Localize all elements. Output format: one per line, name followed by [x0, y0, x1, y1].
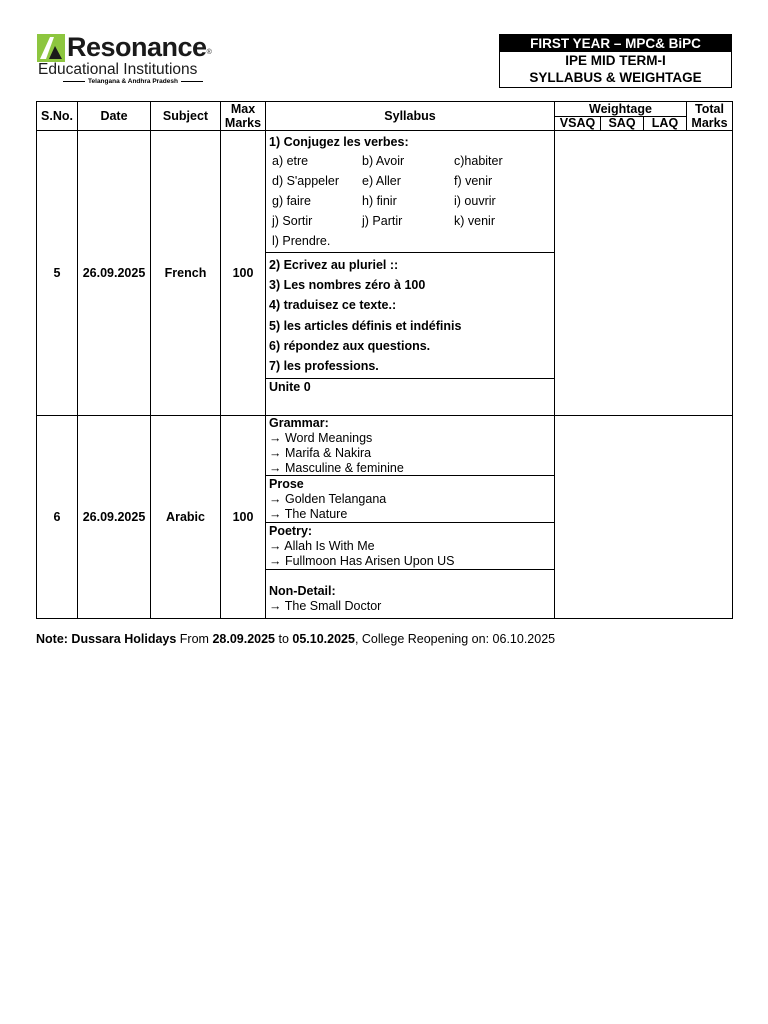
logo-tagline: Telangana & Andhra Pradesh [37, 78, 229, 86]
cell-syllabus [266, 131, 555, 416]
cell-sno: 5 [37, 131, 78, 416]
header-max-marks: Max Marks [221, 102, 266, 131]
cell-weightage [555, 131, 733, 416]
title-box [499, 34, 732, 88]
header-laq: LAQ [644, 117, 687, 131]
logo [37, 34, 237, 86]
list-item: → Fullmoon Has Arisen Upon US [269, 554, 455, 568]
syllabus-segment [266, 476, 554, 523]
nondetail-list [269, 599, 551, 614]
syllabus-segment [266, 523, 554, 570]
title-syllabus: SYLLABUS & WEIGHTAGE [529, 70, 702, 85]
syllabus-table [36, 101, 733, 619]
cell-weightage [555, 416, 733, 619]
syllabus-topic: 2) Ecrivez au pluriel :: [269, 258, 399, 272]
header-subject: Subject [151, 102, 221, 131]
verb-item: f) venir [454, 174, 493, 188]
table-row [37, 131, 733, 416]
cell-date: 26.09.2025 [78, 416, 151, 619]
verb-item: a) etre [272, 154, 309, 168]
list-item: → The Nature [269, 507, 348, 521]
syllabus-segment [266, 131, 554, 253]
verb-item: e) Aller [362, 174, 401, 188]
header-syllabus: Syllabus [266, 102, 555, 131]
verb-item: c)habiter [454, 154, 503, 168]
verb-item: g) faire [272, 194, 311, 208]
segment-title: Non-Detail: [269, 584, 336, 598]
syllabus-segment [266, 253, 554, 379]
prose-list [269, 492, 551, 522]
title-exam: IPE MID TERM-I [565, 53, 666, 68]
verb-item: j) Partir [362, 214, 403, 228]
resonance-logo-icon [37, 34, 65, 62]
segment-title: Poetry: [269, 524, 313, 538]
verb-item: k) venir [454, 214, 495, 228]
cell-subject: Arabic [151, 416, 221, 619]
header-weightage: Weightage [555, 102, 687, 117]
segment-title: Prose [269, 477, 304, 491]
syllabus-segment [266, 379, 554, 410]
header-sno: S.No. [37, 102, 78, 131]
footer-note: Note: Dussara Holidays From 28.09.2025 to 05.10.2025, College Reopening on: 06.10.2025 [36, 632, 556, 646]
segment-title: 1) Conjugez les verbes: [269, 135, 409, 149]
header-date: Date [78, 102, 151, 131]
verb-item: d) S'appeler [272, 174, 340, 188]
verb-item: i) ouvrir [454, 194, 496, 208]
cell-sno: 6 [37, 416, 78, 619]
list-item: → Allah Is With Me [269, 539, 375, 553]
verb-item: b) Avoir [362, 154, 405, 168]
syllabus-topic: 7) les professions. [269, 359, 379, 374]
list-item: → Word Meanings [269, 431, 373, 445]
cell-max-marks: 100 [221, 131, 266, 416]
syllabus-topic: 4) traduisez ce texte.: [269, 298, 397, 313]
syllabus-segment [266, 570, 554, 618]
header-total-marks: Total Marks [687, 102, 733, 131]
cell-subject: French [151, 131, 221, 416]
verb-item: h) finir [362, 194, 397, 208]
segment-title: Grammar: [269, 416, 329, 430]
table-row [37, 416, 733, 619]
poetry-list [269, 539, 551, 569]
cell-max-marks: 100 [221, 416, 266, 619]
logo-subtitle: Educational Institutions [38, 61, 198, 78]
syllabus-topic: 6) répondez aux questions. [269, 338, 431, 353]
header-vsaq: VSAQ [555, 117, 601, 131]
list-item: → Marifa & Nakira [269, 446, 372, 460]
cell-date: 26.09.2025 [78, 131, 151, 416]
syllabus-topic: 5) les articles définis et indéfinis [269, 318, 462, 333]
list-item: → Masculine & feminine [269, 461, 404, 475]
list-item: → The Small Doctor [269, 599, 382, 613]
header-saq: SAQ [601, 117, 644, 131]
title-year: FIRST YEAR – MPC& BiPC [500, 35, 731, 52]
cell-syllabus [266, 416, 555, 619]
segment-title: Unite 0 [269, 380, 311, 394]
verb-item: l) Prendre. [272, 234, 331, 248]
logo-name: Resonance® [67, 32, 212, 62]
list-item: → Golden Telangana [269, 492, 387, 506]
verb-list [272, 151, 551, 251]
syllabus-segment [266, 416, 554, 476]
grammar-list [269, 431, 551, 476]
syllabus-topic: 3) Les nombres zéro à 100 [269, 278, 426, 293]
verb-item: j) Sortir [272, 214, 313, 228]
